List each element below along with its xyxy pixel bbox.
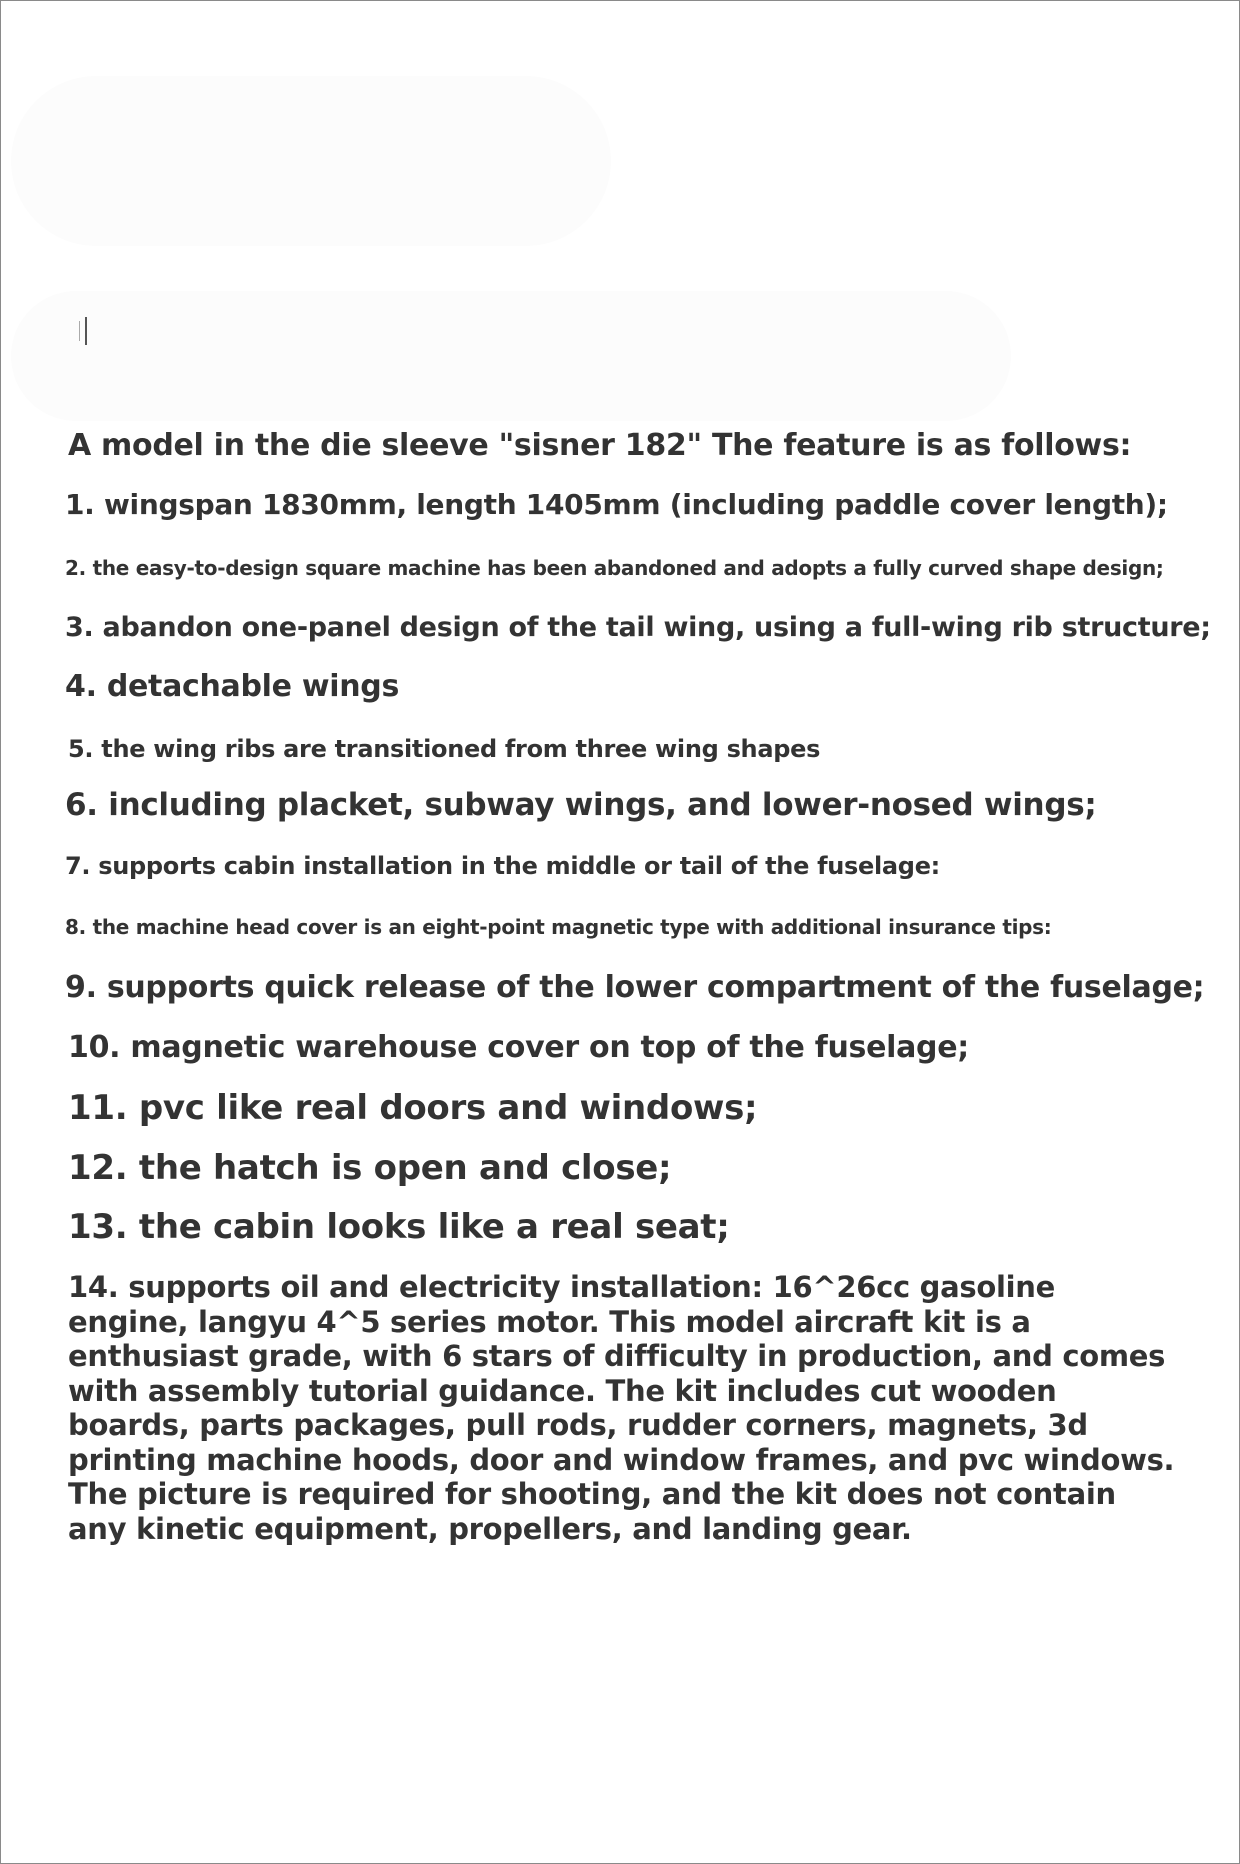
feature-item-7: 7. supports cabin installation in the middle or tail of the fuselage: <box>65 852 940 880</box>
feature-item-2: 2. the easy-to-design square machine has been abandoned and adopts a fully curved shape design; <box>65 556 1164 580</box>
image-artifact-mark-faint <box>79 321 80 341</box>
feature-item-13: 13. the cabin looks like a real seat; <box>68 1207 730 1247</box>
feature-item-11: 11. pvc like real doors and windows; <box>68 1088 758 1128</box>
feature-item-1: 1. wingspan 1830mm, length 1405mm (including paddle cover length); <box>65 488 1168 521</box>
feature-item-9: 9. supports quick release of the lower compartment of the fuselage; <box>65 970 1205 1005</box>
document-title: A model in the die sleeve "sisner 182" The feature is as follows: <box>68 428 1132 463</box>
feature-item-6: 6. including placket, subway wings, and lower-nosed wings; <box>65 787 1097 823</box>
feature-item-3: 3. abandon one-panel design of the tail wing, using a full-wing rib structure; <box>65 612 1211 643</box>
feature-item-12: 12. the hatch is open and close; <box>68 1148 672 1188</box>
feature-item-10: 10. magnetic warehouse cover on top of the fuselage; <box>68 1030 969 1065</box>
feature-item-4: 4. detachable wings <box>65 669 400 704</box>
feature-item-8: 8. the machine head cover is an eight-point magnetic type with additional insurance tips: <box>65 915 1052 939</box>
faded-image-area-top <box>11 76 611 246</box>
feature-item-5: 5. the wing ribs are transitioned from three wing shapes <box>68 735 821 763</box>
faded-image-area-bottom <box>11 291 1011 421</box>
image-artifact-mark <box>85 317 87 345</box>
feature-item-14-paragraph: 14. supports oil and electricity installation: 16^26cc gasoline engine, langyu 4^5 series motor. This model aircraft kit is a enthusiast grade, with 6 stars of difficulty in production, and comes with assembly tutorial guidance. The kit includes cut wooden boards, parts packages, pull rods, rudder corners, magnets, 3d printing machine hoods, door and window frames, and pvc windows. The picture is required for shooting, and the kit does not contain any kinetic equipment, propellers, and landing gear. <box>68 1270 1175 1546</box>
